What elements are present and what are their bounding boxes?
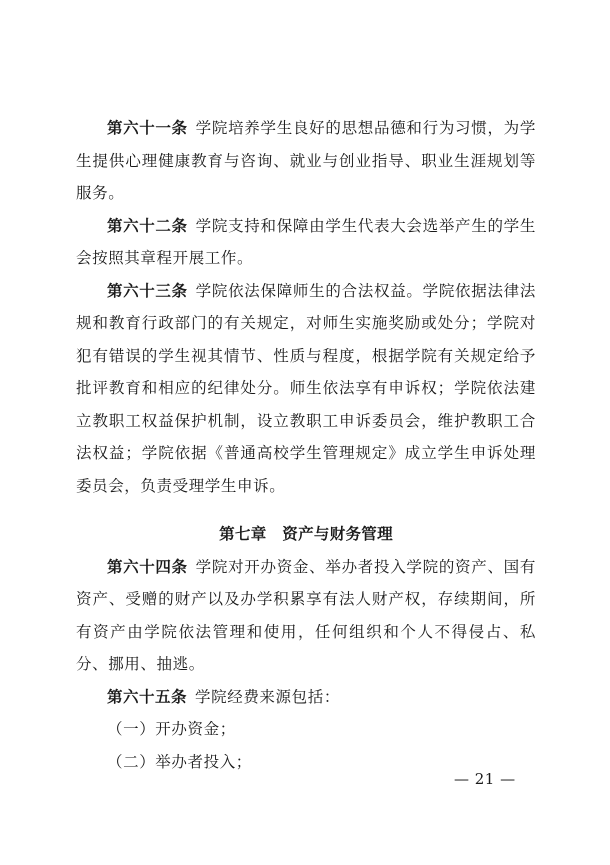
article-text: 学院支持和保障由学生代表大会选举产生的学生会按照其章程开展工作。	[76, 216, 536, 267]
article-64	[76, 551, 536, 681]
page-number: — 21 —	[454, 770, 516, 788]
article-number: 第六十四条	[107, 557, 188, 576]
article-63	[76, 275, 536, 503]
chapter-title: 第七章 资产与财务管理	[219, 525, 393, 543]
list-item: （二）举办者投入；	[107, 752, 252, 771]
page-content	[76, 112, 536, 778]
article-61	[76, 112, 536, 210]
article-text: 学院对开办资金、举办者投入学院的资产、国有资产、受赠的财产以及办学积累享有法人财产权，存续期间，所有资产由学院依法管理和使用，任何组织和个人不得侵占、私分、挪用、抽逃。	[76, 557, 536, 673]
article-number: 第六十二条	[107, 216, 188, 235]
article-number: 第六十一条	[107, 119, 188, 137]
article-number: 第六十五条	[107, 687, 188, 706]
list-item: （一）开办资金；	[107, 720, 236, 738]
article-62	[76, 210, 536, 275]
article-65	[76, 681, 536, 714]
article-text: 学院依法保障师生的合法权益。学院依据法律法规和教育行政部门的有关规定，对师生实施奖励或处分；学院对犯有错误的学生视其情节、性质与程度，根据学院有关规定给予批评教育和相应的纪律处分。师生依法享有申诉权；学院依法建立教职工权益保护机制，设立教职工申诉委员会，维护教职工合法权益；学院依据《普通高校学生管理规定》成立学生申诉处理委员会，负责受理学生申诉。	[76, 281, 536, 495]
article-text: 学院培养学生良好的思想品德和行为习惯，为学生提供心理健康教育与咨询、就业与创业指导、职业生涯规划等服务。	[76, 119, 536, 202]
article-number: 第六十三条	[107, 281, 188, 300]
article-text: 学院经费来源包括：	[195, 687, 340, 706]
